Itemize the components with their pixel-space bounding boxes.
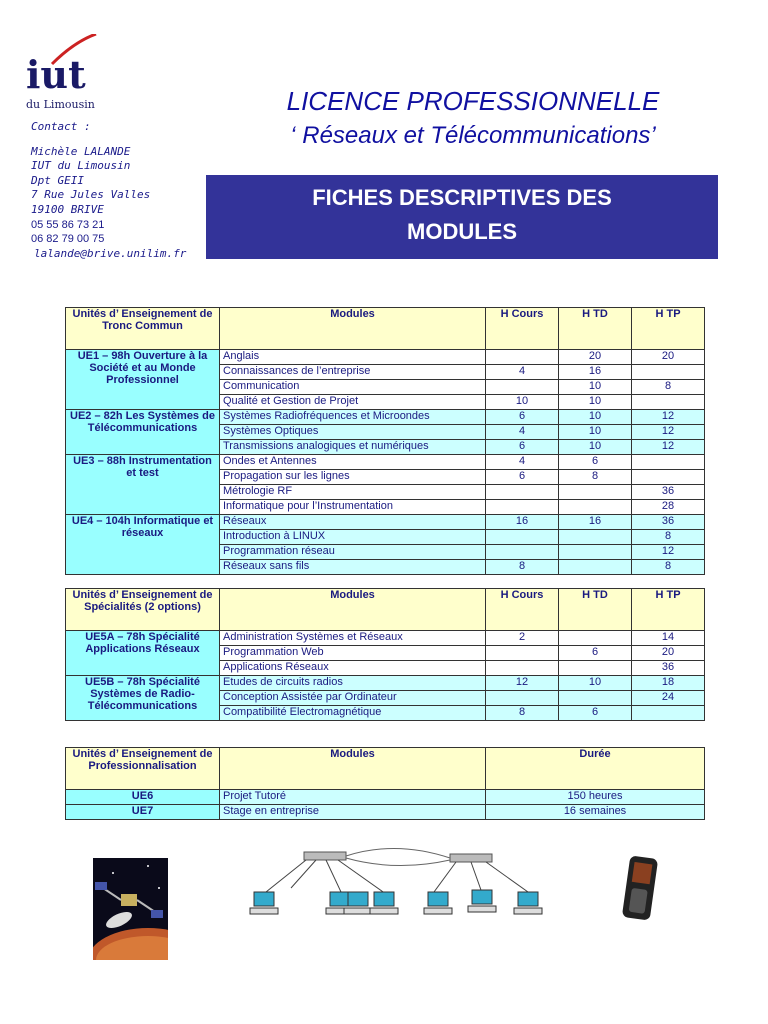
hours-cell <box>632 395 705 410</box>
module-cell: Réseaux sans fils <box>220 560 486 575</box>
ue-cell: UE7 <box>66 805 220 820</box>
logo-subtitle: du Limousin <box>26 98 95 111</box>
hours-cell: 24 <box>632 691 705 706</box>
mobile-phone-image <box>622 855 658 921</box>
table-row <box>66 455 705 470</box>
module-cell: Communication <box>220 380 486 395</box>
hours-cell: 20 <box>632 350 705 365</box>
hours-cell: 4 <box>486 365 559 380</box>
hours-cell: 12 <box>632 410 705 425</box>
hours-cell: 16 <box>559 515 632 530</box>
hours-cell: 10 <box>559 410 632 425</box>
header-h-td: H TD <box>559 308 632 350</box>
hours-cell <box>486 500 559 515</box>
hours-cell: 10 <box>559 440 632 455</box>
hours-cell: 4 <box>486 425 559 440</box>
ue-cell: UE1 – 98h Ouverture à la Société et au Monde Professionnel <box>66 350 220 410</box>
contact-org: IUT du Limousin <box>31 159 131 173</box>
header-h-cours: H Cours <box>486 308 559 350</box>
header-duree: Durée <box>486 748 705 790</box>
hours-cell: 16 <box>486 515 559 530</box>
section-banner <box>206 175 718 259</box>
table-row <box>66 350 705 365</box>
hours-cell <box>486 350 559 365</box>
module-cell: Transmissions analogiques et numériques <box>220 440 486 455</box>
hours-cell <box>559 560 632 575</box>
hours-cell: 6 <box>486 410 559 425</box>
hours-cell: 10 <box>559 425 632 440</box>
hours-cell <box>559 500 632 515</box>
hours-cell: 28 <box>632 500 705 515</box>
contact-city: 19100 BRIVE <box>31 202 104 216</box>
table-row <box>66 805 705 820</box>
tronc-commun-table <box>65 307 705 575</box>
hours-cell <box>632 455 705 470</box>
table-row <box>66 410 705 425</box>
contact-phone1: 05 55 86 73 21 <box>31 218 105 231</box>
hours-cell: 12 <box>632 545 705 560</box>
ue-cell: UE6 <box>66 790 220 805</box>
header-unites: Unités d’ Enseignement de Spécialités (2 options) <box>66 589 220 631</box>
module-cell: Systèmes Radiofréquences et Microondes <box>220 410 486 425</box>
hours-cell: 8 <box>559 470 632 485</box>
hours-cell <box>559 545 632 560</box>
table3-body <box>66 790 705 820</box>
table-row <box>66 631 705 646</box>
duration-cell: 16 semaines <box>486 805 705 820</box>
hours-cell: 10 <box>559 380 632 395</box>
ue-cell: UE4 – 104h Informatique et réseaux <box>66 515 220 575</box>
table-row <box>66 515 705 530</box>
hours-cell: 6 <box>486 440 559 455</box>
contact-block <box>31 120 206 261</box>
hours-cell: 8 <box>486 706 559 721</box>
module-cell: Systèmes Optiques <box>220 425 486 440</box>
module-cell: Programmation Web <box>220 646 486 661</box>
header-h-td: H TD <box>559 589 632 631</box>
module-cell: Anglais <box>220 350 486 365</box>
hours-cell <box>486 661 559 676</box>
hours-cell <box>486 530 559 545</box>
contact-heading: Contact : <box>31 120 91 133</box>
logo-text: iut <box>26 52 86 97</box>
contact-phone2: 06 82 79 00 75 <box>31 233 105 246</box>
module-cell: Connaissances de l’entreprise <box>220 365 486 380</box>
specialites-table <box>65 588 705 721</box>
module-cell: Métrologie RF <box>220 485 486 500</box>
contact-email[interactable]: lalande@brive.unilim.fr <box>34 246 187 260</box>
hours-cell: 16 <box>559 365 632 380</box>
satellite-image <box>93 858 168 960</box>
module-cell: Introduction à LINUX <box>220 530 486 545</box>
hours-cell <box>486 646 559 661</box>
hours-cell: 6 <box>559 455 632 470</box>
table2-body <box>66 631 705 721</box>
hours-cell: 36 <box>632 485 705 500</box>
professionnalisation-table <box>65 747 705 820</box>
hours-cell: 4 <box>486 455 559 470</box>
hours-cell: 36 <box>632 661 705 676</box>
table-row <box>66 676 705 691</box>
module-cell: Propagation sur les lignes <box>220 470 486 485</box>
table1-body <box>66 350 705 575</box>
hours-cell <box>632 470 705 485</box>
hours-cell: 20 <box>559 350 632 365</box>
hours-cell: 12 <box>632 440 705 455</box>
contact-name: Michèle LALANDE <box>31 144 131 158</box>
hours-cell: 2 <box>486 631 559 646</box>
hours-cell: 12 <box>632 425 705 440</box>
header-unites: Unités d’ Enseignement de Tronc Commun <box>66 308 220 350</box>
header-h-tp: H TP <box>632 589 705 631</box>
contact-street: 7 Rue Jules Valles <box>31 188 151 202</box>
page-title: LICENCE PROFESSIONNELLE <box>286 86 660 116</box>
hours-cell: 12 <box>486 676 559 691</box>
banner-line1: FICHES DESCRIPTIVES DES <box>312 185 612 210</box>
hours-cell <box>559 485 632 500</box>
hours-cell: 20 <box>632 646 705 661</box>
module-cell: Etudes de circuits radios <box>220 676 486 691</box>
module-cell: Programmation réseau <box>220 545 486 560</box>
header-modules: Modules <box>220 748 486 790</box>
hours-cell <box>559 691 632 706</box>
ue-cell: UE5A – 78h Spécialité Applications Réseaux <box>66 631 220 676</box>
hours-cell <box>632 706 705 721</box>
hours-cell: 10 <box>486 395 559 410</box>
ue-cell: UE3 – 88h Instrumentation et test <box>66 455 220 515</box>
hours-cell: 8 <box>632 530 705 545</box>
module-cell: Ondes et Antennes <box>220 455 486 470</box>
hours-cell <box>486 545 559 560</box>
hours-cell: 8 <box>486 560 559 575</box>
module-cell: Stage en entreprise <box>220 805 486 820</box>
header-unites: Unités d’ Enseignement de Professionnalisation <box>66 748 220 790</box>
hours-cell: 10 <box>559 395 632 410</box>
hours-cell <box>559 631 632 646</box>
module-cell: Qualité et Gestion de Projet <box>220 395 486 410</box>
hours-cell: 6 <box>486 470 559 485</box>
hours-cell: 8 <box>632 380 705 395</box>
header-h-cours: H Cours <box>486 589 559 631</box>
module-cell: Applications Réseaux <box>220 661 486 676</box>
iut-logo <box>22 34 102 114</box>
header-modules: Modules <box>220 308 486 350</box>
table-row <box>66 790 705 805</box>
banner-line2: MODULES <box>407 219 517 244</box>
module-cell: Administration Systèmes et Réseaux <box>220 631 486 646</box>
hours-cell <box>632 365 705 380</box>
ue-cell: UE5B – 78h Spécialité Systèmes de Radio-Télécommunications <box>66 676 220 721</box>
hours-cell <box>559 661 632 676</box>
hours-cell: 10 <box>559 676 632 691</box>
module-cell: Projet Tutoré <box>220 790 486 805</box>
module-cell: Informatique pour l’Instrumentation <box>220 500 486 515</box>
page-subtitle: ‘ Réseaux et Télécommunications’ <box>290 122 656 149</box>
contact-dept: Dpt GEII <box>31 173 84 187</box>
module-cell: Réseaux <box>220 515 486 530</box>
hours-cell: 36 <box>632 515 705 530</box>
hours-cell: 18 <box>632 676 705 691</box>
ue-cell: UE2 – 82h Les Systèmes de Télécommunications <box>66 410 220 455</box>
header-h-tp: H TP <box>632 308 705 350</box>
module-cell: Compatibilité Electromagnétique <box>220 706 486 721</box>
module-cell: Conception Assistée par Ordinateur <box>220 691 486 706</box>
hours-cell <box>486 485 559 500</box>
hours-cell: 6 <box>559 646 632 661</box>
network-diagram <box>246 832 546 922</box>
hours-cell: 6 <box>559 706 632 721</box>
hours-cell <box>559 530 632 545</box>
hours-cell: 8 <box>632 560 705 575</box>
hours-cell <box>486 691 559 706</box>
duration-cell: 150 heures <box>486 790 705 805</box>
hours-cell <box>486 380 559 395</box>
hours-cell: 14 <box>632 631 705 646</box>
header-modules: Modules <box>220 589 486 631</box>
